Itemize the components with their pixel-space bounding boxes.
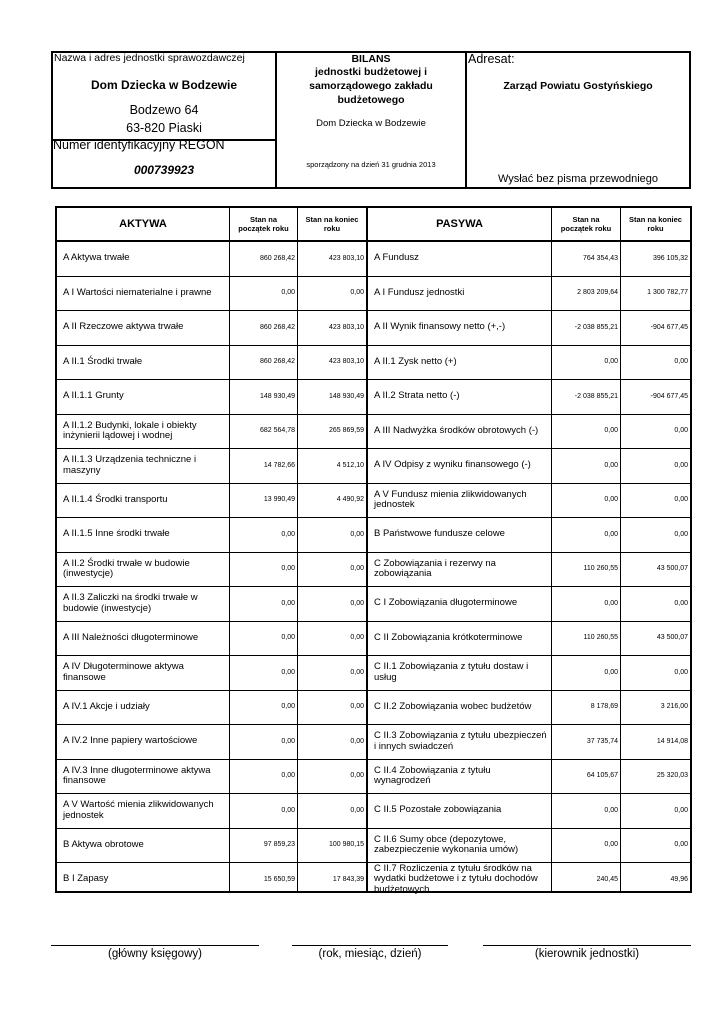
liabilities-row-label — [368, 725, 551, 759]
assets-row-start — [230, 760, 297, 794]
assets-row-label — [57, 242, 229, 276]
assets-row-label-text: A II.1.4 Środki transportu — [63, 493, 168, 505]
liabilities-row-end-text: 3 216,00 — [660, 703, 688, 711]
assets-row-end — [298, 622, 366, 656]
assets-row-end-text: 100 980,15 — [328, 841, 364, 849]
liabilities-row-start-text: 2 803 209,64 — [577, 289, 618, 297]
assets-row-label-text: A II.2 Środki trwałe w budowie (inwestycje) — [63, 557, 190, 580]
liabilities-row-label — [368, 518, 551, 552]
assets-row-label — [57, 656, 229, 690]
liabilities-row-label — [368, 622, 551, 656]
assets-end-header-line1: Stan na koniec — [305, 215, 359, 224]
assets-row-start — [230, 622, 297, 656]
assets-start-header-line2: początek roku — [238, 224, 289, 233]
assets-row-start — [230, 380, 297, 414]
assets-row-label — [57, 449, 229, 483]
assets-row-label-text: A IV.3 Inne długoterminowe aktywa finansowe — [63, 764, 211, 787]
liabilities-row-start-text: 0,00 — [604, 668, 618, 676]
liabilities-row-start — [552, 242, 620, 276]
liabilities-row-label — [368, 829, 551, 863]
liabilities-row-end — [621, 277, 690, 311]
assets-row-end-text: 17 843,39 — [332, 875, 364, 883]
liabilities-row-label-text: C II.5 Pozostałe zobowiązania — [374, 804, 502, 816]
assets-row-start — [230, 863, 297, 897]
liabilities-row-start — [552, 794, 620, 828]
liabilities-row-start — [552, 656, 620, 690]
assets-row-start-text: 15 650,59 — [263, 875, 295, 883]
assets-row-start-text: 860 268,42 — [259, 358, 295, 366]
assets-row-start — [230, 656, 297, 690]
assets-row-start — [230, 829, 297, 863]
assets-row-label-text: A II Rzeczowe aktywa trwałe — [63, 321, 184, 333]
assets-row-start-text: 0,00 — [281, 289, 295, 297]
liabilities-row-end — [621, 691, 690, 725]
liabilities-row-start — [552, 277, 620, 311]
liabilities-row-start — [552, 691, 620, 725]
assets-row-end-text: 0,00 — [350, 530, 364, 538]
assets-row-label — [57, 587, 229, 621]
liabilities-row-end — [621, 518, 690, 552]
assets-row-label-text: A III Należności długoterminowe — [63, 631, 199, 643]
assets-row-label — [57, 518, 229, 552]
assets-row-start-text: 0,00 — [281, 668, 295, 676]
liabilities-row-start-text: 764 354,43 — [582, 254, 618, 262]
signature-label-manager: (kierownik jednostki) — [534, 948, 640, 960]
liabilities-row-label-text: B Państwowe fundusze celowe — [374, 528, 505, 540]
assets-row-label — [57, 794, 229, 828]
assets-row-label-text: A II.1.5 Inne środki trwałe — [63, 528, 170, 540]
liabilities-row-end-text: 43 500,07 — [656, 565, 688, 573]
send-note: Wysłać bez pisma przewodniego — [497, 173, 659, 185]
assets-row-start-text: 0,00 — [281, 772, 295, 780]
assets-row-label-text: A II.3 Zaliczki na środki trwałe w budowie (inwestycje) — [63, 592, 198, 614]
assets-row-end — [298, 691, 366, 725]
addressee: Zarząd Powiatu Gostyńskiego — [503, 80, 653, 92]
assets-row-label — [57, 311, 229, 345]
assets-row-start — [230, 346, 297, 380]
liabilities-row-label — [368, 794, 551, 828]
liabilities-row-start — [552, 863, 620, 897]
liabilities-row-start — [552, 725, 620, 759]
liabilities-row-end — [621, 553, 690, 587]
assets-row-end-text: 265 869,59 — [328, 427, 364, 435]
assets-row-end-text: 0,00 — [350, 703, 364, 711]
assets-row-start-text: 97 859,23 — [263, 841, 295, 849]
assets-row-start-text: 148 930,49 — [259, 392, 295, 400]
liabilities-row-start-text: 64 105,67 — [586, 772, 618, 780]
assets-column-header: AKTYWA — [119, 218, 167, 230]
liabilities-row-end-text: 0,00 — [674, 668, 688, 676]
liabilities-row-end-text: 0,00 — [674, 427, 688, 435]
liabilities-row-label-text: A II.1 Zysk netto (+) — [374, 355, 457, 367]
assets-row-end — [298, 415, 366, 449]
liabilities-start-header-line1: Stan na — [572, 215, 600, 224]
liabilities-row-end — [621, 863, 690, 897]
liabilities-row-start-text: 0,00 — [604, 496, 618, 504]
liabilities-row-start-text: 0,00 — [604, 461, 618, 469]
unit-address-line1: Bodzewo 64 — [129, 103, 199, 117]
assets-row-end — [298, 829, 366, 863]
title-line2: jednostki budżetowej i — [314, 66, 427, 78]
liabilities-row-label — [368, 277, 551, 311]
assets-row-start — [230, 691, 297, 725]
liabilities-row-label-text: A V Fundusz mienia zlikwidowanych jednostek — [374, 488, 527, 511]
assets-row-end-text: 0,00 — [350, 772, 364, 780]
assets-row-label — [57, 277, 229, 311]
assets-row-end — [298, 518, 366, 552]
assets-row-end — [298, 449, 366, 483]
title-line3: samorządowego zakładu — [309, 80, 433, 92]
title-line4: budżetowego — [337, 94, 405, 106]
liabilities-row-end-text: -904 677,45 — [650, 323, 688, 331]
assets-row-label — [57, 484, 229, 518]
liabilities-row-start — [552, 415, 620, 449]
liabilities-row-end — [621, 484, 690, 518]
assets-row-label-text: A Aktywa trwałe — [63, 252, 130, 264]
assets-row-label-text: A II.1.1 Grunty — [63, 390, 124, 402]
liabilities-row-label — [368, 380, 551, 414]
liabilities-row-label-text: C II.6 Sumy obce (depozytowe, zabezpieczenie wykonania umów) — [374, 833, 519, 856]
assets-row-label — [57, 691, 229, 725]
liabilities-row-end-text: 14 914,08 — [656, 737, 688, 745]
assets-row-label-text: A V Wartość mienia zlikwidowanych jednostek — [63, 799, 214, 821]
signature-line-manager — [483, 945, 691, 946]
assets-row-label — [57, 346, 229, 380]
assets-row-start — [230, 449, 297, 483]
header-divider-right — [465, 51, 467, 189]
assets-row-end — [298, 656, 366, 690]
assets-row-label-text: A IV.2 Inne papiery wartościowe — [63, 735, 198, 747]
assets-row-start-text: 860 268,42 — [259, 254, 295, 262]
liabilities-end-header — [621, 208, 690, 240]
liabilities-row-label-text: A IV Odpisy z wyniku finansowego (-) — [374, 459, 531, 471]
regon-label: Numer identyfikacyjny REGON — [53, 138, 225, 152]
assets-row-end-text: 0,00 — [350, 289, 364, 297]
assets-row-end — [298, 380, 366, 414]
assets-row-start — [230, 794, 297, 828]
liabilities-start-header — [552, 208, 620, 240]
assets-row-end-text: 4 512,10 — [336, 461, 364, 469]
liabilities-row-end-text: 0,00 — [674, 599, 688, 607]
liabilities-row-start-text: -2 038 855,21 — [574, 323, 618, 331]
unit-name-label: Nazwa i adres jednostki sprawozdawczej — [54, 52, 245, 64]
liabilities-row-start — [552, 518, 620, 552]
liabilities-row-end — [621, 449, 690, 483]
liabilities-row-end-text: 49,96 — [670, 875, 688, 883]
liabilities-row-start-text: 0,00 — [604, 599, 618, 607]
assets-row-start — [230, 277, 297, 311]
assets-start-header — [230, 208, 297, 240]
assets-end-header-line2: roku — [323, 224, 341, 233]
liabilities-row-end-text: -904 677,45 — [650, 392, 688, 400]
liabilities-row-start-text: 8 178,69 — [590, 703, 618, 711]
liabilities-row-end — [621, 725, 690, 759]
liabilities-row-label-text: A I Fundusz jednostki — [374, 286, 465, 298]
liabilities-row-end — [621, 587, 690, 621]
liabilities-row-end-text: 0,00 — [674, 530, 688, 538]
assets-row-start-text: 0,00 — [281, 737, 295, 745]
title-line1: BILANS — [351, 53, 391, 65]
assets-row-end — [298, 863, 366, 897]
assets-row-start-text: 13 990,49 — [263, 496, 295, 504]
assets-row-start-text: 0,00 — [281, 530, 295, 538]
liabilities-row-label-text: A III Nadwyżka środków obrotowych (-) — [374, 424, 539, 436]
assets-row-label — [57, 863, 229, 897]
assets-row-label — [57, 622, 229, 656]
assets-row-end-text: 4 490,92 — [336, 496, 364, 504]
liabilities-row-label-text: C II.3 Zobowiązania z tytułu ubezpieczeń i innych swiadczeń — [374, 730, 547, 752]
assets-row-end — [298, 242, 366, 276]
liabilities-row-end-text: 0,00 — [674, 841, 688, 849]
assets-row-start-text: 0,00 — [281, 634, 295, 642]
assets-row-label — [57, 760, 229, 794]
assets-row-label-text: A IV Długoterminowe aktywa finansowe — [63, 661, 184, 683]
liabilities-row-start-text: 0,00 — [604, 358, 618, 366]
liabilities-row-label — [368, 587, 551, 621]
liabilities-row-end — [621, 760, 690, 794]
liabilities-row-label — [368, 553, 551, 587]
liabilities-row-label-text: C Zobowiązania i rezerwy na zobowiązania — [374, 557, 496, 580]
liabilities-row-end-text: 43 500,07 — [656, 634, 688, 642]
assets-row-label-text: A I Wartości niematerialne i prawne — [63, 286, 212, 298]
liabilities-row-label — [368, 311, 551, 345]
liabilities-row-start — [552, 311, 620, 345]
liabilities-row-end — [621, 242, 690, 276]
assets-row-label-text: A II.1 Środki trwałe — [63, 355, 143, 367]
liabilities-row-label — [368, 656, 551, 690]
assets-row-start-text: 860 268,42 — [259, 323, 295, 331]
signature-label-date: (rok, miesiąc, dzień) — [318, 948, 422, 960]
liabilities-row-start — [552, 449, 620, 483]
assets-row-start — [230, 553, 297, 587]
liabilities-column-header: PASYWA — [436, 218, 483, 230]
assets-row-end — [298, 760, 366, 794]
assets-row-label-text: A IV.1 Akcje i udziały — [63, 700, 150, 712]
addressee-label: Adresat: — [468, 52, 515, 66]
liabilities-row-start-text: 0,00 — [604, 841, 618, 849]
liabilities-end-header-line1: Stan na koniec — [629, 215, 682, 224]
liabilities-row-label-text: C II Zobowiązania krótkoterminowe — [374, 631, 523, 643]
assets-row-start — [230, 242, 297, 276]
assets-row-label — [57, 829, 229, 863]
liabilities-row-end-text: 25 320,03 — [656, 772, 688, 780]
assets-row-start — [230, 587, 297, 621]
assets-row-end-text: 0,00 — [350, 599, 364, 607]
assets-row-label-text: A II.1.2 Budynki, lokale i obiekty inżynierii lądowej i wodnej — [63, 419, 197, 442]
liabilities-row-label — [368, 346, 551, 380]
liabilities-row-end — [621, 794, 690, 828]
assets-row-start-text: 0,00 — [281, 703, 295, 711]
liabilities-row-label-text: C II.7 Rozliczenia z tytułu środków na wydatki budżetowe i z tytułu dochodów budżetowych — [374, 862, 538, 896]
liabilities-row-label-text: C I Zobowiązania długoterminowe — [374, 597, 518, 609]
liabilities-row-label — [368, 760, 551, 794]
assets-row-start — [230, 518, 297, 552]
liabilities-row-label-text: C II.1 Zobowiązania z tytułu dostaw i usług — [374, 661, 529, 683]
liabilities-row-end — [621, 622, 690, 656]
signature-label-accountant: (główny księgowy) — [108, 948, 202, 960]
assets-row-end-text: 423 803,10 — [328, 323, 364, 331]
assets-row-end — [298, 725, 366, 759]
liabilities-row-end — [621, 656, 690, 690]
liabilities-row-start-text: -2 038 855,21 — [574, 392, 618, 400]
liabilities-row-start-text: 110 260,55 — [583, 565, 618, 573]
assets-row-label — [57, 380, 229, 414]
assets-row-start-text: 0,00 — [281, 599, 295, 607]
assets-start-header-line1: Stan na — [249, 215, 278, 224]
assets-row-label-text: B I Zapasy — [63, 873, 109, 885]
liabilities-row-label — [368, 415, 551, 449]
liabilities-row-end — [621, 829, 690, 863]
liabilities-row-end — [621, 415, 690, 449]
liabilities-row-start — [552, 760, 620, 794]
assets-row-label-text: B Aktywa obrotowe — [63, 838, 144, 850]
assets-row-end — [298, 346, 366, 380]
liabilities-row-start — [552, 622, 620, 656]
liabilities-row-end-text: 396 105,32 — [652, 254, 688, 262]
liabilities-row-label — [368, 484, 551, 518]
unit-address-line2: 63-820 Piaski — [126, 121, 202, 135]
unit-name: Dom Dziecka w Bodzewie — [90, 78, 238, 92]
assets-row-start-text: 14 782,66 — [263, 461, 295, 469]
assets-row-end — [298, 587, 366, 621]
title-unit-name: Dom Dziecka w Bodzewie — [316, 118, 426, 129]
liabilities-row-start-text: 0,00 — [604, 530, 618, 538]
liabilities-row-start-text: 110 260,55 — [583, 634, 618, 642]
liabilities-row-start-text: 0,00 — [604, 806, 618, 814]
liabilities-row-label — [368, 242, 551, 276]
assets-row-end-text: 0,00 — [350, 668, 364, 676]
liabilities-row-start — [552, 553, 620, 587]
assets-row-end-text: 0,00 — [350, 806, 364, 814]
prepared-on-date: sporządzony na dzień 31 grudnia 2013 — [306, 160, 436, 169]
assets-row-end-text: 0,00 — [350, 565, 364, 573]
assets-row-start — [230, 415, 297, 449]
assets-row-end-text: 0,00 — [350, 634, 364, 642]
assets-row-end-text: 423 803,10 — [328, 358, 364, 366]
liabilities-row-start — [552, 380, 620, 414]
liabilities-end-header-line2: roku — [647, 224, 664, 233]
liabilities-row-end-text: 0,00 — [674, 461, 688, 469]
assets-row-end-text: 148 930,49 — [328, 392, 364, 400]
regon-number: 000739923 — [133, 163, 195, 177]
liabilities-row-label-text: A Fundusz — [374, 252, 419, 264]
liabilities-row-label-text: C II.4 Zobowiązania z tytułu wynagrodzeń — [374, 764, 491, 787]
assets-row-start-text: 682 564,78 — [259, 427, 295, 435]
liabilities-row-label-text: C II.2 Zobowiązania wobec budżetów — [374, 700, 532, 712]
assets-row-end — [298, 484, 366, 518]
liabilities-row-end-text: 0,00 — [674, 496, 688, 504]
assets-row-start — [230, 484, 297, 518]
liabilities-row-start — [552, 484, 620, 518]
liabilities-row-end — [621, 311, 690, 345]
liabilities-row-start-text: 240,45 — [596, 875, 618, 883]
assets-row-start-text: 0,00 — [281, 806, 295, 814]
liabilities-row-start — [552, 829, 620, 863]
signature-line-accountant — [51, 945, 259, 946]
liabilities-row-end-text: 0,00 — [674, 358, 688, 366]
assets-row-start — [230, 725, 297, 759]
liabilities-start-header-line2: początek roku — [560, 224, 612, 233]
assets-end-header — [298, 208, 366, 240]
assets-row-end — [298, 311, 366, 345]
assets-row-start-text: 0,00 — [281, 565, 295, 573]
liabilities-row-start-text: 37 735,74 — [586, 737, 618, 745]
liabilities-row-end — [621, 346, 690, 380]
assets-row-end-text: 423 803,10 — [328, 254, 364, 262]
liabilities-row-end-text: 0,00 — [674, 806, 688, 814]
liabilities-row-label — [368, 863, 551, 897]
assets-row-label-text: A II.1.3 Urządzenia techniczne i maszyny — [63, 454, 197, 476]
assets-row-end — [298, 553, 366, 587]
assets-row-end — [298, 277, 366, 311]
liabilities-row-label-text: A II Wynik finansowy netto (+,-) — [374, 321, 506, 333]
liabilities-row-end-text: 1 300 782,77 — [647, 289, 688, 297]
signature-line-date — [292, 945, 448, 946]
liabilities-row-start — [552, 346, 620, 380]
liabilities-row-label — [368, 449, 551, 483]
assets-row-end-text: 0,00 — [350, 737, 364, 745]
assets-row-start — [230, 311, 297, 345]
liabilities-row-label-text: A II.2 Strata netto (-) — [374, 390, 460, 402]
assets-row-label — [57, 725, 229, 759]
assets-row-end — [298, 794, 366, 828]
liabilities-row-start — [552, 587, 620, 621]
liabilities-row-label — [368, 691, 551, 725]
assets-row-label — [57, 415, 229, 449]
liabilities-row-start-text: 0,00 — [604, 427, 618, 435]
assets-row-label — [57, 553, 229, 587]
liabilities-row-end — [621, 380, 690, 414]
